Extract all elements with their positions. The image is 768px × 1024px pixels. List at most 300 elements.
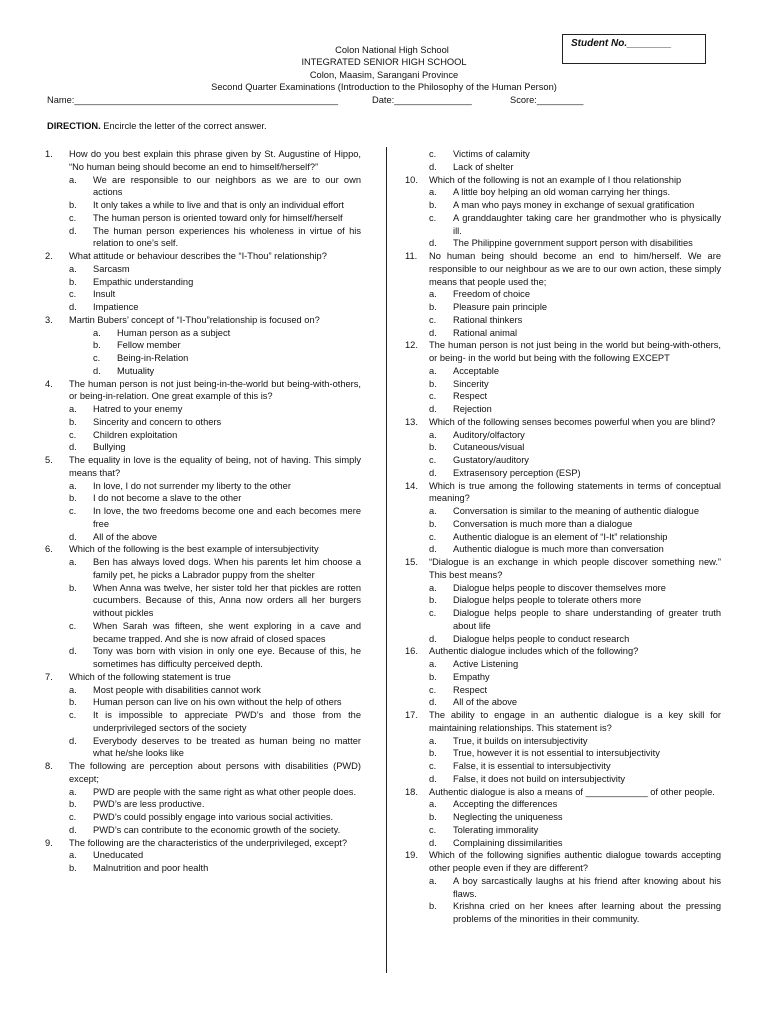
question-stem-row: [45, 837, 361, 850]
option-text: False, it does not build on intersubjectivity: [453, 773, 626, 784]
question-number: 13.: [405, 416, 418, 427]
option-text: Rational animal: [453, 327, 518, 338]
option-letter: d.: [69, 735, 77, 746]
question-4-option-d[interactable]: [69, 441, 361, 454]
question-text: The following are the characteristics of the underprivileged, except?: [69, 837, 348, 848]
question-15-option-a[interactable]: [429, 582, 721, 595]
option-text: Dialogue helps people to share understanding of greater truth about life: [453, 608, 721, 631]
option-letter: a.: [429, 365, 437, 376]
question-8-option-c[interactable]: [69, 811, 361, 824]
question-5: [45, 454, 361, 543]
option-text: All of the above: [453, 697, 518, 708]
option-text: Acceptable: [453, 365, 499, 376]
question-19: [405, 849, 721, 926]
option-text: Freedom of choice: [453, 289, 530, 300]
question-text: Which of the following senses becomes powerful when you are blind?: [429, 416, 716, 427]
option-text: Respect: [453, 684, 488, 695]
option-text: Ben has always loved dogs. When his parents let him choose a family pet, he picks a Labrador puppy from the shelter: [93, 557, 361, 580]
question-number: 6.: [45, 544, 53, 555]
question-12-option-d[interactable]: [429, 403, 721, 416]
option-letter: d.: [429, 404, 437, 414]
option-letter: d.: [429, 161, 437, 172]
option-letter: d.: [429, 633, 437, 644]
question-16-option-c[interactable]: [429, 684, 721, 697]
question-text: The human person is not just being in the world but being-with-others, or being- in the world but being with the following EXCEPT: [429, 340, 721, 363]
question-options: [405, 658, 721, 709]
question-10-option-a[interactable]: [429, 186, 721, 199]
question-options: [405, 288, 721, 339]
question-7: [45, 671, 361, 760]
question-options: [45, 684, 361, 761]
question-14-option-b[interactable]: [429, 518, 721, 531]
question-stem-row: [45, 543, 361, 556]
question-10: [405, 174, 721, 251]
question-9-option-b[interactable]: [69, 862, 361, 875]
question-16-option-a[interactable]: [429, 658, 721, 671]
question-12: [405, 339, 721, 416]
option-text: Empathic understanding: [93, 276, 194, 287]
option-letter: c.: [429, 684, 437, 695]
option-text: It is impossible to appreciate PWD’s and those from the underprivileged sectors of the society: [93, 710, 361, 733]
question-13: [405, 416, 721, 480]
option-letter: a.: [69, 404, 77, 414]
option-letter: c.: [429, 455, 437, 465]
school-address: Colon, Maasim, Sarangani Province: [309, 70, 459, 80]
question-4-option-b[interactable]: [69, 416, 361, 429]
question-stem-row: [405, 645, 721, 658]
question-9-option-d[interactable]: [429, 161, 721, 174]
option-text: Complaining dissimilarities: [453, 837, 563, 848]
question-19-option-a[interactable]: [429, 875, 721, 901]
option-letter: a.: [93, 327, 101, 338]
question-text: The equality in love is the equality of being, not of having. This simply means that?: [69, 455, 361, 478]
option-letter: c.: [429, 212, 437, 223]
option-text: Hatred to your enemy: [93, 404, 183, 414]
question-17-option-d[interactable]: [429, 773, 721, 786]
option-letter: a.: [429, 875, 437, 886]
question-7-option-b[interactable]: [69, 696, 361, 709]
option-text: Lack of shelter: [453, 161, 514, 172]
question-text: What attitude or behaviour describes the “I-Thou” relationship?: [69, 251, 327, 261]
question-text: The human person is not just being-in-the-world but being-with-others, or being-in-relation. One great example of this is?: [69, 378, 361, 402]
option-text: Rejection: [453, 404, 492, 414]
question-options: [45, 849, 361, 875]
question-11-option-a[interactable]: [429, 288, 721, 301]
option-letter: b.: [429, 442, 437, 453]
option-text: Sincerity and concern to others: [93, 416, 222, 427]
question-6: [45, 543, 361, 671]
question-options: [405, 429, 721, 480]
question-14-option-c[interactable]: [429, 531, 721, 544]
question-11-option-b[interactable]: [429, 301, 721, 314]
option-letter: a.: [69, 263, 77, 274]
option-text: Being-in-Relation: [117, 353, 189, 363]
option-text: Mutuality: [117, 365, 155, 376]
option-letter: b.: [429, 302, 437, 312]
option-letter: a.: [69, 174, 77, 185]
question-3-option-a[interactable]: [93, 327, 361, 340]
option-text: PWD’s are less productive.: [93, 799, 205, 810]
question-text: Which of the following statement is true: [69, 671, 231, 682]
question-text: How do you best explain this phrase given by St. Augustine of Hippo, “No human being should become an end to himself/herself?”: [69, 149, 361, 172]
question-18-option-b[interactable]: [429, 811, 721, 824]
question-8: [45, 760, 361, 837]
exam-title: Second Quarter Examinations (Introduction to the Philosophy of the Human Person): [211, 82, 557, 92]
option-text: Tony was born with vision in only one eye. Because of this, he sometimes has difficulty perceived depth.: [93, 646, 361, 669]
option-letter: a.: [429, 429, 437, 440]
option-text: Tolerating immorality: [453, 824, 539, 835]
option-text: PWD’s can contribute to the economic growth of the society.: [93, 824, 341, 835]
question-18: [405, 786, 721, 850]
option-text: Insult: [93, 289, 116, 300]
question-2-option-c[interactable]: [69, 288, 361, 301]
option-text: A granddaughter taking care her grandmother who is physically ill.: [453, 212, 721, 236]
question-stem-row: [45, 148, 361, 174]
question-11-option-d[interactable]: [429, 327, 721, 340]
date-field[interactable]: Date:_______________: [372, 95, 472, 105]
option-text: We are responsible to our neighbors as we are to our own actions: [93, 174, 361, 198]
option-text: I do not become a slave to the other: [93, 493, 242, 504]
question-17-option-a[interactable]: [429, 735, 721, 748]
option-letter: b.: [69, 799, 77, 810]
option-text: Most people with disabilities cannot work: [93, 684, 261, 695]
question-text: No human being should become an end to him/herself. We are responsible to our neighbour as we are to our own action, these simply means that people used the;: [429, 251, 721, 287]
option-text: Dialogue helps people to tolerate others more: [453, 595, 642, 606]
question-15-option-d[interactable]: [429, 633, 721, 646]
option-letter: d.: [429, 773, 437, 784]
option-letter: c.: [429, 761, 437, 771]
question-11: [405, 250, 721, 339]
option-text: PWD are people with the same right as what other people does.: [93, 786, 357, 797]
question-10-option-b[interactable]: [429, 199, 721, 212]
option-text: Neglecting the uniqueness: [453, 812, 563, 822]
question-stem-row: [405, 174, 721, 187]
option-letter: c.: [429, 608, 437, 618]
option-text: Human person as a subject: [117, 327, 231, 338]
question-7-option-d[interactable]: [69, 735, 361, 761]
question-13-option-a[interactable]: [429, 429, 721, 442]
option-text: Rational thinkers: [453, 314, 523, 325]
question-9-option-c[interactable]: [429, 148, 721, 161]
question-7-option-c[interactable]: [69, 709, 361, 735]
question-stem-row: [405, 556, 721, 582]
question-options: [405, 875, 721, 926]
question-stem-row: [405, 339, 721, 365]
option-text: Conversation is similar to the meaning of authentic dialogue: [453, 506, 699, 516]
question-stem-row: [405, 250, 721, 288]
question-5-option-a[interactable]: [69, 480, 361, 493]
option-text: The human person is oriented toward only for himself/herself: [93, 212, 343, 223]
question-7-option-a[interactable]: [69, 684, 361, 697]
option-text: When Sarah was fifteen, she went exploring in a cave and became trapped. And she is now afraid of closed spaces: [93, 620, 361, 644]
question-number: 7.: [45, 671, 53, 682]
option-letter: c.: [69, 429, 77, 440]
option-letter: c.: [429, 824, 437, 835]
question-text: Which of the following is not an example of I thou relationship: [429, 174, 682, 185]
option-letter: d.: [69, 302, 77, 312]
question-5-option-b[interactable]: [69, 492, 361, 505]
question-2-option-b[interactable]: [69, 276, 361, 289]
option-text: Sincerity: [453, 378, 489, 389]
option-text: All of the above: [93, 531, 158, 542]
question-12-option-c[interactable]: [429, 390, 721, 403]
option-text: Dialogue helps people to conduct research: [453, 633, 630, 644]
option-letter: b.: [429, 748, 437, 759]
question-15: [405, 556, 721, 645]
question-8-option-b[interactable]: [69, 798, 361, 811]
option-letter: a.: [69, 786, 77, 797]
question-options: [45, 174, 361, 251]
question-9: [45, 837, 361, 875]
question-number: 5.: [45, 455, 53, 465]
option-text: Dialogue helps people to discover themselves more: [453, 582, 666, 593]
option-letter: b.: [429, 595, 437, 606]
question-10-option-c[interactable]: [429, 212, 721, 238]
question-text: Which of the following signifies authentic dialogue towards accepting other people even if they are different?: [429, 850, 721, 873]
question-2-option-a[interactable]: [69, 263, 361, 276]
question-stem-row: [405, 849, 721, 875]
question-stem-row: [45, 671, 361, 684]
option-text: The human person experiences his wholeness in virtue of his relation to one’s self.: [93, 225, 361, 249]
option-text: PWD’s could possibly engage into various social activities.: [93, 812, 334, 822]
question-14-option-a[interactable]: [429, 505, 721, 518]
question-9-continued-options: [405, 148, 721, 174]
option-text: Uneducated: [93, 850, 144, 861]
option-letter: b.: [69, 416, 77, 427]
option-letter: b.: [69, 200, 77, 210]
option-letter: d.: [429, 327, 437, 338]
option-text: Everybody deserves to be treated as human being no matter what he/she looks like: [93, 735, 361, 759]
question-13-option-d[interactable]: [429, 467, 721, 480]
option-text: Accepting the differences: [453, 799, 558, 810]
question-options: [45, 556, 361, 671]
question-stem-row: [405, 480, 721, 506]
question-stem-row: [405, 416, 721, 429]
option-letter: a.: [429, 582, 437, 593]
option-text: Pleasure pain principle: [453, 302, 548, 312]
question-1-option-b[interactable]: [69, 199, 361, 212]
option-text: Empathy: [453, 671, 490, 682]
question-17-option-c[interactable]: [429, 760, 721, 773]
option-letter: d.: [69, 442, 77, 453]
question-stem-row: [405, 709, 721, 735]
question-options: [405, 735, 721, 786]
option-letter: a.: [69, 684, 77, 695]
option-letter: b.: [69, 276, 77, 287]
question-number: 15.: [405, 557, 418, 567]
option-text: Bullying: [93, 442, 126, 453]
option-text: Cutaneous/visual: [453, 442, 525, 453]
question-stem-row: [405, 786, 721, 799]
question-15-option-b[interactable]: [429, 594, 721, 607]
option-letter: a.: [69, 850, 77, 861]
question-8-option-d[interactable]: [69, 824, 361, 837]
option-text: Respect: [453, 391, 488, 402]
option-text: Fellow member: [117, 340, 181, 351]
question-text: Which of the following is the best example of intersubjectivity: [69, 544, 319, 555]
question-number: 16.: [405, 646, 418, 657]
question-3: [45, 314, 361, 378]
option-text: The Philippine government support person with disabilities: [453, 238, 693, 249]
option-text: Children exploitation: [93, 429, 178, 440]
question-16: [405, 645, 721, 709]
direction: [47, 121, 267, 131]
question-14-option-d[interactable]: [429, 543, 721, 556]
question-6-option-a[interactable]: [69, 556, 361, 582]
question-text: Which is true among the following statements in terms of conceptual meaning?: [429, 480, 721, 504]
question-number: 19.: [405, 850, 418, 861]
option-letter: d.: [429, 238, 437, 249]
option-text: In love, the two freedoms become one and each becomes mere free: [93, 506, 361, 529]
option-letter: d.: [69, 531, 77, 542]
question-14: [405, 480, 721, 557]
question-4-option-a[interactable]: [69, 403, 361, 416]
option-text: Authentic dialogue is an element of “I-It” relationship: [453, 531, 668, 542]
question-stem-row: [45, 378, 361, 404]
question-number: 11.: [405, 251, 418, 261]
question-options: [405, 798, 721, 849]
question-options: [45, 327, 361, 378]
question-19-option-b[interactable]: [429, 900, 721, 926]
question-2-option-d[interactable]: [69, 301, 361, 314]
option-letter: d.: [429, 697, 437, 708]
question-options: [405, 186, 721, 250]
school-division: INTEGRATED SENIOR HIGH SCHOOL: [301, 57, 467, 67]
right-column: [405, 148, 721, 926]
question-text: The following are perception about persons with disabilities (PWD) except;: [69, 761, 361, 784]
option-letter: c.: [69, 506, 77, 516]
right-questions: [405, 174, 721, 926]
question-13-option-c[interactable]: [429, 454, 721, 467]
question-11-option-c[interactable]: [429, 314, 721, 327]
question-number: 4.: [45, 378, 53, 389]
option-text: Extrasensory perception (ESP): [453, 467, 581, 478]
question-number: 8.: [45, 761, 53, 771]
option-letter: b.: [429, 378, 437, 389]
option-letter: b.: [69, 697, 77, 708]
question-number: 3.: [45, 314, 53, 325]
question-5-option-d[interactable]: [69, 531, 361, 544]
question-4-option-c[interactable]: [69, 429, 361, 442]
question-5-option-c[interactable]: [69, 505, 361, 531]
question-6-option-c[interactable]: [69, 620, 361, 646]
question-number: 9.: [45, 837, 53, 848]
option-letter: a.: [429, 506, 437, 516]
question-stem-row: [45, 250, 361, 263]
question-15-option-c[interactable]: [429, 607, 721, 633]
question-1-option-a[interactable]: [69, 174, 361, 200]
option-letter: a.: [429, 659, 437, 669]
question-6-option-b[interactable]: [69, 582, 361, 620]
option-letter: d.: [69, 824, 77, 835]
direction-label: DIRECTION.: [47, 121, 101, 131]
question-17-option-b[interactable]: [429, 747, 721, 760]
option-letter: a.: [69, 480, 77, 491]
option-letter: c.: [429, 314, 437, 325]
question-6-option-d[interactable]: [69, 645, 361, 671]
option-letter: d.: [429, 837, 437, 848]
question-options: [45, 263, 361, 314]
option-text: Authentic dialogue is much more than conversation: [453, 544, 664, 555]
name-field[interactable]: Name:___________________________________________________: [47, 95, 339, 105]
question-number: 10.: [405, 174, 418, 185]
left-column: [45, 148, 361, 875]
question-text: Authentic dialogue is also a means of ____________ of other people.: [429, 786, 715, 797]
option-text: Malnutrition and poor health: [93, 863, 209, 873]
question-8-option-a[interactable]: [69, 786, 361, 799]
school-name: Colon National High School: [335, 45, 449, 55]
option-text: It only takes a while to live and that is only an individual effort: [93, 200, 344, 210]
option-text: False, it is essential to intersubjectivity: [453, 761, 611, 771]
question-12-option-b[interactable]: [429, 378, 721, 391]
question-3-option-d[interactable]: [93, 365, 361, 378]
question-12-option-a[interactable]: [429, 365, 721, 378]
option-letter: c.: [429, 149, 437, 159]
question-stem-row: [45, 314, 361, 327]
option-letter: a.: [429, 799, 437, 810]
option-text: Victims of calamity: [453, 149, 530, 159]
question-1-option-d[interactable]: [69, 225, 361, 251]
option-text: Human person can live on his own without the help of others: [93, 697, 342, 708]
option-letter: d.: [69, 225, 77, 236]
question-options: [405, 505, 721, 556]
question-stem-row: [45, 760, 361, 786]
question-3-option-c[interactable]: [93, 352, 361, 365]
question-9-option-a[interactable]: [69, 849, 361, 862]
option-text: Krishna cried on her knees after learning about the pressing problems of the minorities in their community.: [453, 901, 721, 924]
option-text: Auditory/olfactory: [453, 429, 525, 440]
option-letter: c.: [69, 812, 77, 822]
question-text: The ability to engage in an authentic dialogue is a key skill for maintaining relationships. This statement is?: [429, 710, 721, 733]
option-letter: b.: [69, 582, 77, 593]
option-letter: c.: [69, 710, 77, 720]
option-letter: c.: [93, 353, 101, 363]
option-text: In love, I do not surrender my liberty to the other: [93, 480, 291, 491]
question-1-option-c[interactable]: [69, 212, 361, 225]
question-18-option-c[interactable]: [429, 824, 721, 837]
question-number: 17.: [405, 710, 418, 720]
direction-text: Encircle the letter of the correct answer.: [100, 121, 267, 131]
option-text: Sarcasm: [93, 263, 130, 274]
question-number: 1.: [45, 149, 53, 159]
option-text: A boy sarcastically laughs at his friend after knowing about his flaws.: [453, 875, 721, 899]
score-field[interactable]: Score:_________: [510, 95, 584, 105]
option-text: Impatience: [93, 302, 139, 312]
option-text: A little boy helping an old woman carrying her things.: [453, 187, 671, 198]
question-3-option-b[interactable]: [93, 339, 361, 352]
option-letter: b.: [69, 493, 77, 504]
question-text: Authentic dialogue includes which of the following?: [429, 646, 639, 657]
option-text: Conversation is much more than a dialogue: [453, 518, 633, 529]
question-18-option-a[interactable]: [429, 798, 721, 811]
column-divider: [386, 147, 387, 973]
question-16-option-d[interactable]: [429, 696, 721, 709]
option-letter: a.: [429, 187, 437, 198]
question-number: 12.: [405, 340, 418, 351]
question-options: [405, 365, 721, 416]
option-letter: d.: [93, 365, 101, 376]
question-16-option-b[interactable]: [429, 671, 721, 684]
question-18-option-d[interactable]: [429, 837, 721, 850]
option-text: True, however it is not essential to intersubjectivity: [453, 748, 660, 759]
question-1: [45, 148, 361, 250]
option-letter: b.: [429, 200, 437, 210]
question-13-option-b[interactable]: [429, 441, 721, 454]
question-10-option-d[interactable]: [429, 237, 721, 250]
question-number: 18.: [405, 786, 418, 797]
option-letter: b.: [429, 671, 437, 682]
option-letter: b.: [429, 901, 437, 912]
